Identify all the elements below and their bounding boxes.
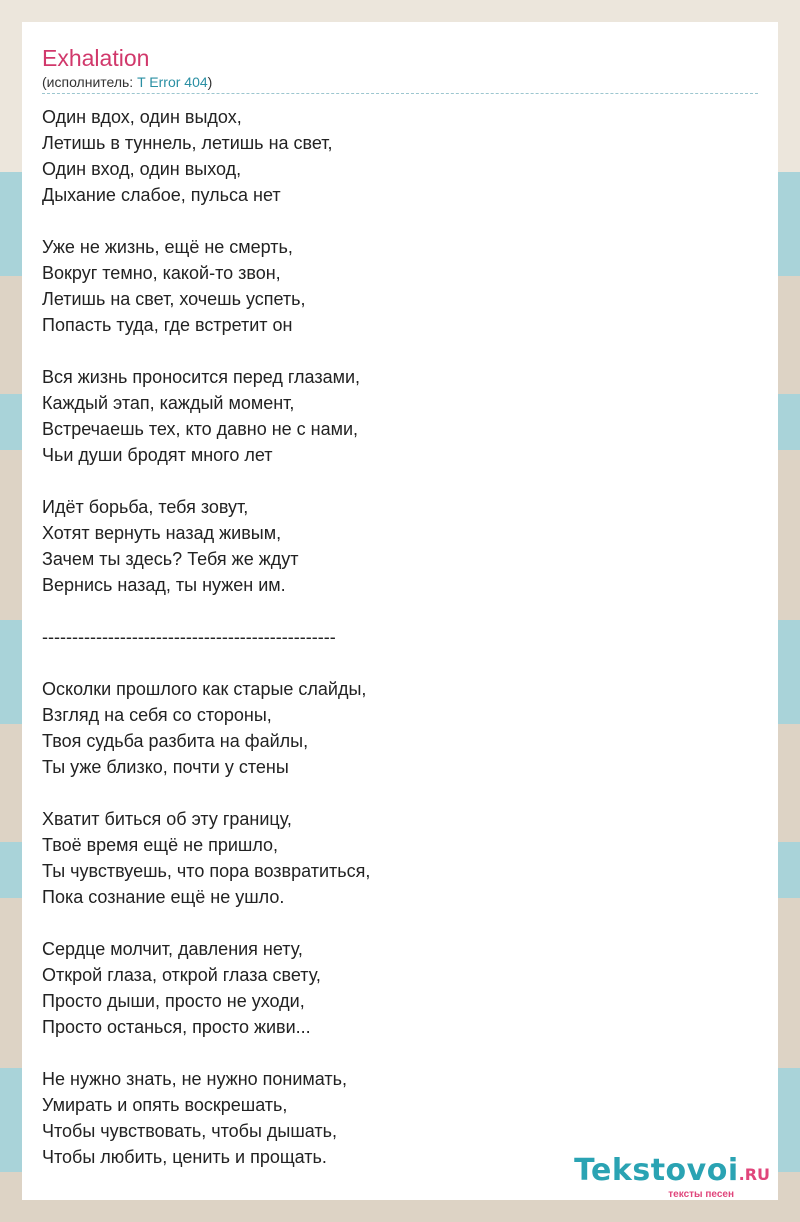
lyric-line: -------------------------------------------------	[42, 627, 336, 647]
lyric-line: Ты уже близко, почти у стены	[42, 757, 289, 777]
lyric-line: Чтобы чувствовать, чтобы дышать,	[42, 1121, 338, 1141]
lyric-line: Открой глаза, открой глаза свету,	[42, 965, 321, 985]
lyric-line: Один вход, один выход,	[42, 159, 242, 179]
stanza-break	[42, 780, 758, 806]
lyric-line: Взгляд на себя со стороны,	[42, 705, 272, 725]
lyric-line: Умирать и опять воскрешать,	[42, 1095, 288, 1115]
lyric-line: Вернись назад, ты нужен им.	[42, 575, 286, 595]
lyric-line: Уже не жизнь, ещё не смерть,	[42, 237, 293, 257]
stanza-break	[42, 468, 758, 494]
logo-tagline: тексты песен	[668, 1189, 734, 1200]
lyric-line: Встречаешь тех, кто давно не с нами,	[42, 419, 359, 439]
lyric-line: Не нужно знать, не нужно понимать,	[42, 1069, 348, 1089]
lyric-line: Просто дыши, просто не уходи,	[42, 991, 305, 1011]
lyric-line: Пока сознание ещё не ушло.	[42, 887, 285, 907]
lyrics-body	[42, 104, 758, 1170]
lyric-line: Идёт борьба, тебя зовут,	[42, 497, 249, 517]
artist-prefix: (исполнитель:	[42, 74, 138, 90]
artist-line	[42, 73, 212, 91]
logo-tld: .RU	[738, 1165, 770, 1184]
lyric-line: Вокруг темно, какой-то звон,	[42, 263, 281, 283]
song-title: Exhalation	[42, 45, 150, 71]
site-logo[interactable]	[530, 1154, 770, 1200]
lyric-line: Хватит биться об эту границу,	[42, 809, 292, 829]
lyric-line: Осколки прошлого как старые слайды,	[42, 679, 367, 699]
lyrics-card	[22, 22, 778, 1200]
artist-link[interactable]: T Error 404	[137, 74, 208, 90]
lyric-line: Просто останься, просто живи...	[42, 1017, 311, 1037]
lyric-line: Один вдох, один выдох,	[42, 107, 242, 127]
stanza-break	[42, 208, 758, 234]
lyric-line: Хотят вернуть назад живым,	[42, 523, 282, 543]
lyric-line: Дыхание слабое, пульса нет	[42, 185, 281, 205]
lyric-line: Попасть туда, где встретит он	[42, 315, 293, 335]
logo-wordmark	[530, 1154, 770, 1192]
lyric-line: Каждый этап, каждый момент,	[42, 393, 295, 413]
lyric-line: Вся жизнь проносится перед глазами,	[42, 367, 361, 387]
title-divider	[42, 93, 758, 94]
lyric-line: Твоё время ещё не пришло,	[42, 835, 279, 855]
logo-name: Tekstovoi	[574, 1153, 739, 1188]
stanza-break	[42, 910, 758, 936]
lyric-line: Зачем ты здесь? Тебя же ждут	[42, 549, 299, 569]
lyric-line: Чьи души бродят много лет	[42, 445, 273, 465]
artist-suffix: )	[207, 74, 213, 90]
lyric-line: Летишь на свет, хочешь успеть,	[42, 289, 306, 309]
lyric-line: Чтобы любить, ценить и прощать.	[42, 1147, 327, 1167]
stanza-break	[42, 1040, 758, 1066]
lyric-line: Летишь в туннель, летишь на свет,	[42, 133, 333, 153]
stanza-break	[42, 650, 758, 676]
lyric-line: Сердце молчит, давления нету,	[42, 939, 303, 959]
lyric-line: Твоя судьба разбита на файлы,	[42, 731, 309, 751]
stanza-break	[42, 338, 758, 364]
stanza-break	[42, 598, 758, 624]
lyric-line: Ты чувствуешь, что пора возвратиться,	[42, 861, 371, 881]
